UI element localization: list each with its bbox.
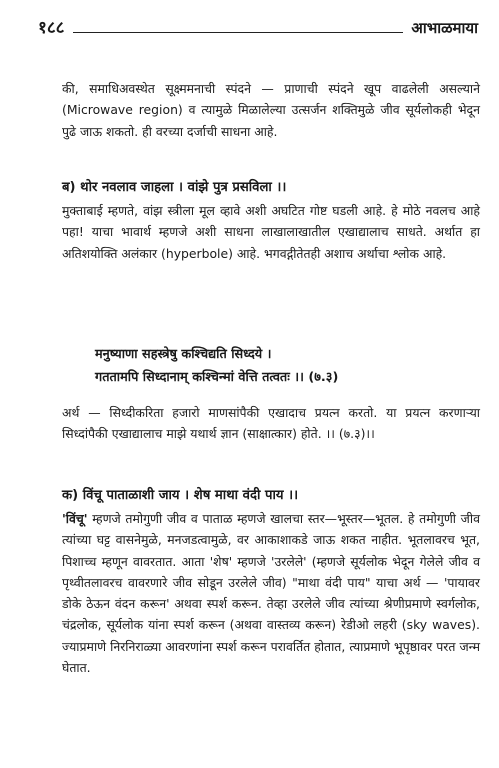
verse-line-2: गततामपि सिध्दानाम् कश्चिन्मां वेत्ति तत्वतः ।। (७.३) <box>95 370 339 385</box>
book-title: आभाळमाया <box>411 19 478 37</box>
meaning-text: अर्थ — सिध्दीकरिता हजारो माणसांपैकी एखादाच प्रयत्न करतो. या प्रयत्न करणाऱ्या सिध्दांपैकी एखाद्यालाच माझे यथार्थ ज्ञान (साक्षात्कार) होते. ।। (७.३)।। <box>62 405 480 442</box>
lead-word: 'विंचू' <box>62 511 88 526</box>
gita-verse <box>95 343 485 389</box>
section-b-paragraph <box>62 200 480 264</box>
page-number: १८८ <box>38 18 65 38</box>
paragraph-continuation <box>62 78 480 142</box>
paragraph-text: की, समाधिअवस्थेत सूक्ष्ममनाची स्पंदने — प्राणाची स्पंदने खूप वाढलेली असल्याने (Microwave region) व त्यामुळे मिळालेल्या उत्सर्जन शक्तिमुळे जीव सूर्यलोकही भेदून पुढे जाऊ शकतो. ही वरच्या दर्जाची साधना आहे. <box>62 81 480 139</box>
paragraph-body: म्हणजे तमोगुणी जीव व पाताळ म्हणजे खालचा स्तर—भूस्तर—भूतल. हे तमोगुणी जीव त्यांच्या घट्ट वासनेमुळे, मनजडत्वामुळे, वर आकाशाकडे जाऊ शकत नाहीत. भूतलावरच भूत, पिशाच्च म्हणून वावरतात. आता 'शेष' म्हणजे 'उरलेले' (म्हणजे सूर्यलोक भेदून गेलेले जीव व पृथ्वीतलावरच वावरणारे जीव सोडून उरलेले जीव) "माथा वंदी पाय" याचा अर्थ — 'पायावर डोके ठेऊन वंदन करून' अथवा स्पर्श करून. तेव्हा उरलेले जीव त्यांच्या श्रेणीप्रमाणे स्वर्गलोक, चंद्रलोक, सूर्यलोक यांना स्पर्श करून (अथवा वास्तव्य करून) रेडीओ लहरी (sky waves). ज्याप्रमाणे निरनिराळ्या आवरणांना स्पर्श करून परावर्तित होतात, त्याप्रमाणे भूपृष्ठावर परत जन्म घेतात. <box>62 511 480 676</box>
section-k-heading: क) विंचू पाताळाशी जाय । शेष माथा वंदी पाय ।। <box>62 488 299 503</box>
header-rule <box>73 32 404 33</box>
paragraph-text: मुक्ताबाई म्हणते, वांझ स्त्रीला मूल व्हावे अशी अघटित गोष्ट घडली आहे. हे मोठे नवलच आहे पहा! याचा भावार्थ म्हणजे अशी साधना लाखालाखातील एखाद्यालाच साधते. अर्थात हा अतिशयोक्ति अलंकार (hyperbole) आहे. भगवद्गीतेतही अशाच अर्थाचा श्लोक आहे. <box>62 203 480 261</box>
paragraph-text <box>62 508 480 678</box>
verse-meaning <box>62 402 480 445</box>
section-b-heading: ब) थोर नवलाव जाहला । वांझे पुत्र प्रसविला ।। <box>62 180 287 195</box>
verse-line-1: मनुष्याणा सहस्त्रेषु कश्चिद्यति सिध्दये । <box>95 347 272 362</box>
section-k-paragraph <box>62 508 480 678</box>
running-header <box>38 14 478 38</box>
